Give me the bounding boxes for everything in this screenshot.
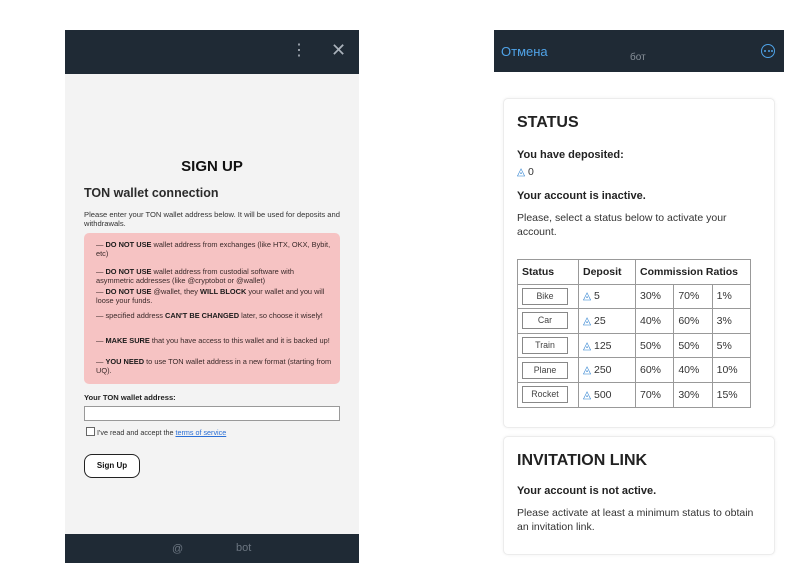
wallet-address-label: Your TON wallet address:: [84, 393, 176, 402]
ratio-cell: 15%: [712, 382, 750, 407]
status-option-button[interactable]: Bike: [522, 288, 568, 305]
warning-box: [84, 233, 340, 384]
more-vertical-icon[interactable]: ⋮: [291, 42, 307, 59]
warning-item: — DO NOT USE wallet address from custodial software with asymmetric addresses (like @cryptobot or @wallet): [96, 267, 294, 285]
tos-label: I've read and accept the terms of service: [97, 428, 227, 437]
table-row: [518, 382, 751, 407]
ratio-cell: 30%: [636, 284, 674, 309]
ton-icon: ◬: [517, 166, 526, 178]
status-cell: [518, 382, 579, 407]
invitation-instruction: Please activate at least a minimum status to obtain an invitation link.: [517, 507, 754, 533]
deposit-cell: ◬ 500: [579, 382, 636, 407]
ratio-cell: 10%: [712, 358, 750, 383]
column-header: Commission Ratios: [636, 260, 751, 285]
ratio-cell: 50%: [674, 333, 712, 358]
deposit-amount: ◬ 0: [517, 166, 534, 178]
warning-item: — specified address CAN'T BE CHANGED later, so choose it wisely!: [96, 311, 323, 320]
ratio-cell: 60%: [674, 309, 712, 334]
ratio-cell: 5%: [712, 333, 750, 358]
ratio-cell: 40%: [674, 358, 712, 383]
signup-screen: [65, 30, 359, 563]
bot-top-bar: [494, 30, 784, 72]
tos-checkbox[interactable]: [86, 427, 95, 436]
ton-icon: ◬: [583, 339, 592, 352]
deposit-cell: ◬ 5: [579, 284, 636, 309]
status-table: [517, 259, 751, 408]
status-option-button[interactable]: Rocket: [522, 386, 568, 403]
status-option-button[interactable]: Car: [522, 312, 568, 329]
inactive-label: Your account is inactive.: [517, 190, 646, 202]
ratio-cell: 1%: [712, 284, 750, 309]
table-row: [518, 309, 751, 334]
footer-bot-name: bot: [236, 542, 252, 554]
ton-icon: ◬: [583, 364, 592, 377]
sign-up-button[interactable]: Sign Up: [84, 454, 140, 478]
status-option-button[interactable]: Plane: [522, 362, 568, 379]
close-icon[interactable]: ✕: [331, 40, 347, 60]
ratio-cell: 30%: [674, 382, 712, 407]
table-row: [518, 333, 751, 358]
ratio-cell: 50%: [636, 333, 674, 358]
status-cell: [518, 284, 579, 309]
footer-at: @: [172, 543, 184, 555]
section-subtitle: TON wallet connection: [84, 186, 219, 200]
status-cell: [518, 358, 579, 383]
bot-screen: [494, 30, 784, 563]
cancel-button[interactable]: Отмена: [501, 44, 548, 59]
bot-title: бот: [630, 52, 646, 63]
invitation-heading: INVITATION LINK: [517, 452, 648, 469]
ratio-cell: 70%: [636, 382, 674, 407]
deposited-label: You have deposited:: [517, 149, 624, 161]
status-option-button[interactable]: Train: [522, 337, 568, 354]
table-header-row: [518, 260, 751, 285]
ton-icon: ◬: [583, 314, 592, 327]
page-title: SIGN UP: [181, 158, 243, 175]
ton-icon: ◬: [583, 290, 592, 303]
warning-item: — DO NOT USE wallet address from exchanges (like HTX, OKX, Bybit, etc): [96, 240, 331, 258]
ratio-cell: 70%: [674, 284, 712, 309]
not-active-label: Your account is not active.: [517, 485, 657, 497]
column-header: Deposit: [579, 260, 636, 285]
warning-item: — MAKE SURE that you have access to this wallet and it is backed up!: [96, 336, 330, 345]
intro-text: Please enter your TON wallet address below. It will be used for deposits and withdrawals.: [84, 210, 340, 228]
table-row: [518, 284, 751, 309]
warning-item: — YOU NEED to use TON wallet address in a new format (starting from UQ).: [96, 357, 332, 375]
warning-item: — DO NOT USE @wallet, they WILL BLOCK your wallet and you will loose your funds.: [96, 287, 325, 305]
signup-bottom-bar: [65, 534, 359, 563]
status-cell: [518, 333, 579, 358]
tos-link[interactable]: terms of service: [175, 428, 227, 437]
signup-top-bar: [65, 30, 359, 74]
status-instruction: Please, select a status below to activate your account.: [517, 212, 727, 238]
invitation-card: [503, 436, 775, 555]
deposit-cell: ◬ 250: [579, 358, 636, 383]
status-heading: STATUS: [517, 114, 579, 131]
more-circle-icon[interactable]: [761, 44, 775, 58]
wallet-address-input[interactable]: [84, 406, 340, 421]
table-row: [518, 358, 751, 383]
column-header: Status: [518, 260, 579, 285]
deposit-cell: ◬ 25: [579, 309, 636, 334]
ton-icon: ◬: [583, 388, 592, 401]
ratio-cell: 40%: [636, 309, 674, 334]
status-cell: [518, 309, 579, 334]
deposit-cell: ◬ 125: [579, 333, 636, 358]
status-card: [503, 98, 775, 428]
ratio-cell: 60%: [636, 358, 674, 383]
ratio-cell: 3%: [712, 309, 750, 334]
